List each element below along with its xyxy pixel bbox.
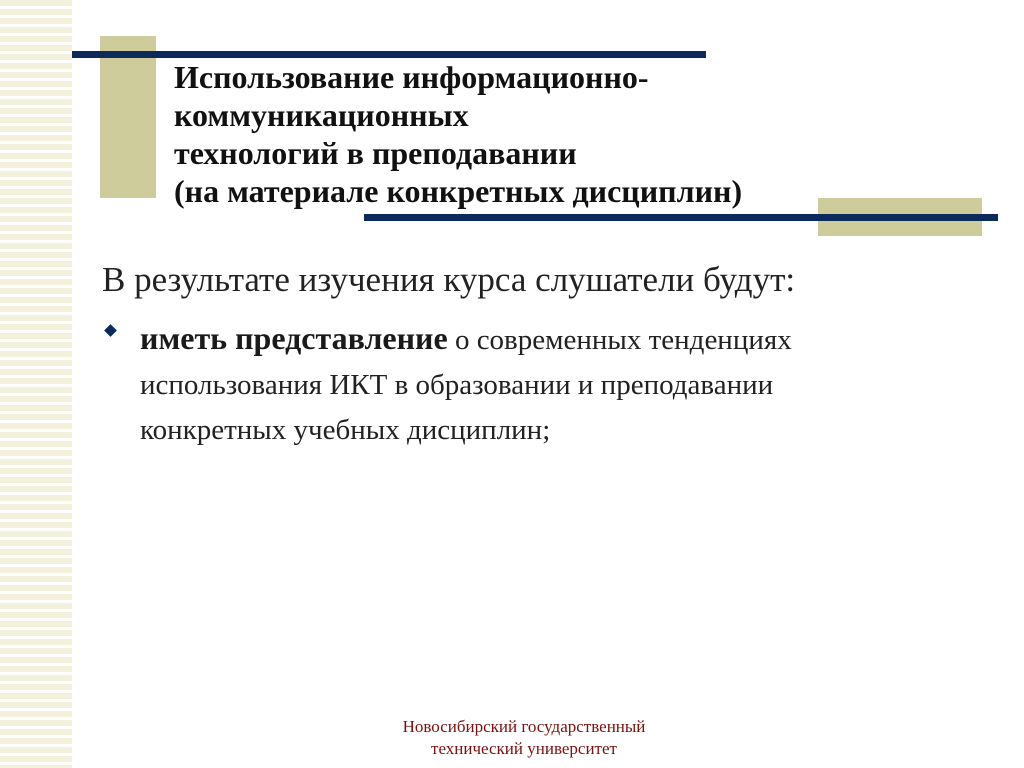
title-line: коммуникационных [174,97,469,133]
decorative-line-bottom [364,214,998,221]
decorative-stripes [0,0,72,768]
title-line: Использование информационно- [174,59,649,95]
decorative-line-top [72,51,706,58]
bullet-line-2: использования ИКТ в образовании и преподавании [140,369,774,401]
bullet-line-3: конкретных учебных дисциплин; [140,414,551,446]
bullet-emphasis: иметь представление [140,320,448,356]
bullet-item [140,316,960,453]
diamond-bullet-icon [104,324,117,337]
intro-text: В результате изучения курса слушатели будут: [102,260,796,299]
title-line: технологий в преподавании [174,135,577,171]
bullet-line-1 [140,316,960,363]
footer [324,716,724,760]
footer-line: технический университет [431,739,617,758]
slide-title [174,58,894,210]
bullet-line-1-rest: о современных тенденциях [447,324,792,356]
footer-line: Новосибирский государственный [402,717,646,736]
decorative-block-top [100,36,156,198]
title-line: (на материале конкретных дисциплин) [174,173,743,209]
